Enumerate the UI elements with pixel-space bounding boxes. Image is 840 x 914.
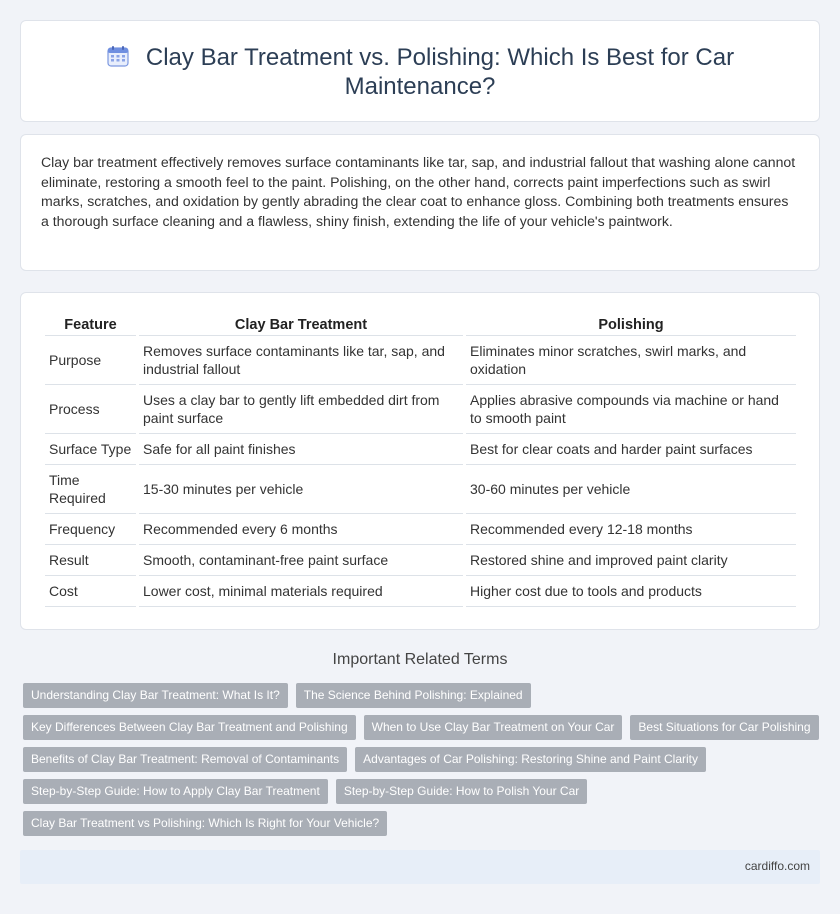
table-cell-polishing: Applies abrasive compounds via machine or hand to smooth paint [466, 385, 796, 434]
related-term-tag[interactable]: Key Differences Between Clay Bar Treatment and Polishing [23, 715, 356, 740]
related-term-tag[interactable]: When to Use Clay Bar Treatment on Your Car [364, 715, 623, 740]
table-row [45, 385, 796, 434]
intro-paragraph: Clay bar treatment effectively removes surface contaminants like tar, sap, and industrial fallout that washing alone cannot eliminate, restoring a smooth feel to the paint. Polishing, on the other hand, corrects paint imperfections such as swirl marks, scratches, and oxidation by gently abrading the clear coat to enhance gloss. Combining both treatments ensures a thorough surface cleaning and a flawless, shiny finish, extending the life of your vehicle's paintwork. [41, 154, 796, 229]
comparison-table [42, 315, 799, 607]
table-row [45, 434, 796, 465]
table-cell-polishing: Recommended every 12-18 months [466, 514, 796, 545]
table-row [45, 465, 796, 514]
table-row [45, 514, 796, 545]
table-cell-clay-bar: Removes surface contaminants like tar, sap, and industrial fallout [139, 336, 463, 385]
related-terms-tags [23, 683, 823, 843]
comparison-table-card [20, 292, 820, 630]
intro-card [20, 134, 820, 271]
related-term-tag[interactable]: Step-by-Step Guide: How to Polish Your Car [336, 779, 587, 804]
table-cell-feature: Process [45, 385, 136, 434]
table-cell-polishing: Best for clear coats and harder paint surfaces [466, 434, 796, 465]
table-header-row [45, 315, 796, 336]
column-header: Clay Bar Treatment [139, 315, 463, 336]
table-cell-clay-bar: Safe for all paint finishes [139, 434, 463, 465]
table-cell-feature: Result [45, 545, 136, 576]
page-title: Clay Bar Treatment vs. Polishing: Which Is Best for Car Maintenance? [145, 44, 735, 100]
table-row [45, 545, 796, 576]
table-cell-feature: Time Required [45, 465, 136, 514]
column-header: Polishing [466, 315, 796, 336]
related-term-tag[interactable]: The Science Behind Polishing: Explained [296, 683, 531, 708]
tag-row [23, 747, 823, 779]
table-cell-clay-bar: Lower cost, minimal materials required [139, 576, 463, 607]
related-term-tag[interactable]: Benefits of Clay Bar Treatment: Removal of Contaminants [23, 747, 347, 772]
calendar-icon [106, 44, 130, 68]
tag-row [23, 683, 823, 715]
table-cell-feature: Frequency [45, 514, 136, 545]
related-term-tag[interactable]: Clay Bar Treatment vs Polishing: Which Is Right for Your Vehicle? [23, 811, 387, 836]
related-term-tag[interactable]: Best Situations for Car Polishing [630, 715, 818, 740]
footer-site-link[interactable]: cardiffo.com [744, 859, 810, 873]
table-cell-feature: Cost [45, 576, 136, 607]
table-cell-polishing: Higher cost due to tools and products [466, 576, 796, 607]
table-cell-feature: Surface Type [45, 434, 136, 465]
page-title-row [21, 43, 819, 101]
table-cell-feature: Purpose [45, 336, 136, 385]
table-cell-clay-bar: Recommended every 6 months [139, 514, 463, 545]
table-row [45, 576, 796, 607]
header-card [20, 20, 820, 122]
table-cell-clay-bar: Uses a clay bar to gently lift embedded dirt from paint surface [139, 385, 463, 434]
table-cell-polishing: Restored shine and improved paint clarity [466, 545, 796, 576]
table-row [45, 336, 796, 385]
related-term-tag[interactable]: Understanding Clay Bar Treatment: What Is It? [23, 683, 288, 708]
related-term-tag[interactable]: Step-by-Step Guide: How to Apply Clay Bar Treatment [23, 779, 328, 804]
tag-row [23, 811, 823, 843]
table-cell-clay-bar: 15-30 minutes per vehicle [139, 465, 463, 514]
table-cell-polishing: Eliminates minor scratches, swirl marks, and oxidation [466, 336, 796, 385]
related-terms-title: Important Related Terms [332, 651, 508, 668]
table-cell-polishing: 30-60 minutes per vehicle [466, 465, 796, 514]
tag-row [23, 715, 823, 747]
related-term-tag[interactable]: Advantages of Car Polishing: Restoring Shine and Paint Clarity [355, 747, 706, 772]
table-cell-clay-bar: Smooth, contaminant-free paint surface [139, 545, 463, 576]
footer [20, 850, 820, 884]
column-header: Feature [45, 315, 136, 336]
tag-row [23, 779, 823, 811]
